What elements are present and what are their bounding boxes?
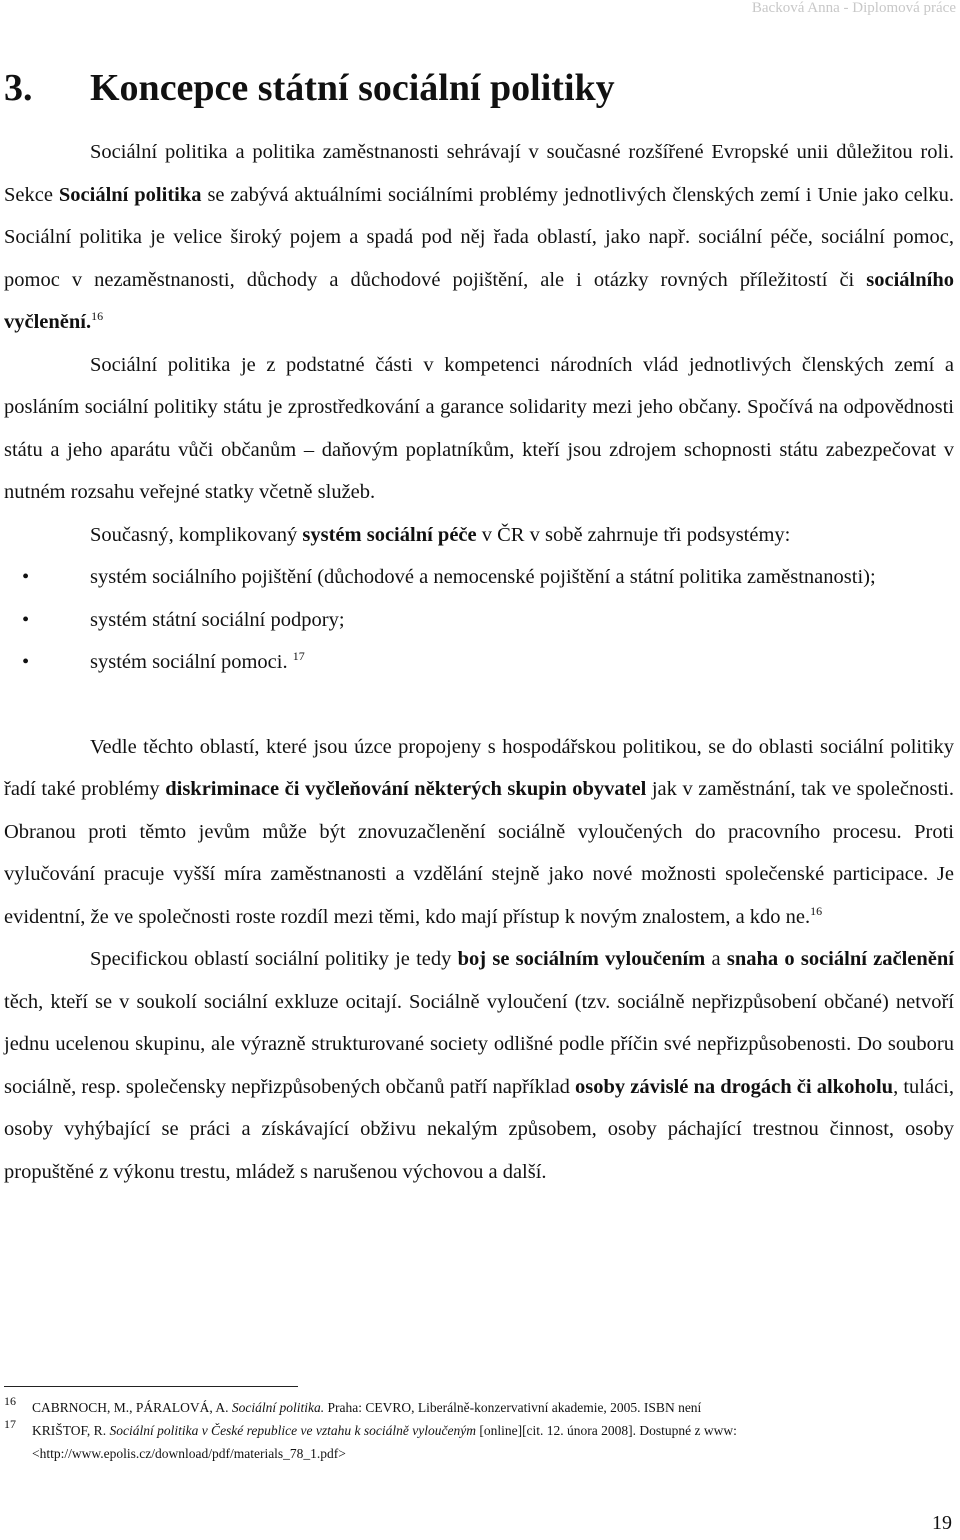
page-number: 19 xyxy=(932,1512,952,1534)
paragraph-4 xyxy=(4,726,954,939)
bold-term: osoby závislé na drogách či alkoholu xyxy=(575,1075,894,1098)
list-item xyxy=(4,641,954,684)
footnote-text: Praha: CEVRO, Liberálně-konzervativní akademie, 2005. ISBN není xyxy=(324,1400,702,1415)
running-header: Backová Anna - Diplomová práce xyxy=(751,0,956,16)
footnote-17 xyxy=(4,1419,954,1465)
paragraph-3 xyxy=(4,514,954,557)
paragraph-2: Sociální politika je z podstatné části v kompetenci národních vlád jednotlivých členských zemí a posláním sociální politiky státu je zprostředkování a garance solidarity mezi jeho občany. Spočívá na odpovědnosti státu a jeho aparátu vůči občanům – daňovým poplatníkům, kteří jsou zdrojem schopnosti státu zabezpečovat v nutném rozsahu veřejné statky včetně služeb. xyxy=(4,353,954,503)
paragraph-5 xyxy=(4,938,954,1193)
footnote-number: 17 xyxy=(4,1417,16,1431)
bullet-icon: • xyxy=(22,651,30,673)
list-item-text: systém státní sociální podpory; xyxy=(90,608,345,631)
text-run: Specifickou oblastí sociální politiky je tedy xyxy=(90,948,458,970)
footnote-text: CABRNOCH, M., PÁRALOVÁ, A. xyxy=(32,1400,232,1415)
footnote-divider xyxy=(4,1386,298,1387)
text-run: se zabývá aktuálními sociálními problémy jednotlivých členských zemí i Unie jako celku. Sociální politika je velice široký pojem a spadá pod něj řada oblastí, jako např. sociální péče, sociální pomoc, pomoc v nezaměstnanosti, důchody a důchodové pojištění, ale i otázky rovných příležitostí či xyxy=(4,183,954,291)
footnotes xyxy=(4,1396,954,1465)
footnote-title: Sociální politika v České republice ve vztahu k sociálně vyloučeným xyxy=(109,1423,476,1438)
bullet-icon: • xyxy=(22,608,30,631)
footnote-ref: 16 xyxy=(91,309,104,324)
paragraph-1 xyxy=(4,131,954,344)
bold-term: Sociální politika xyxy=(58,183,202,206)
bold-term: snaha o sociální začlenění xyxy=(726,948,954,970)
text-run: Vedle těchto oblastí, které jsou úzce propojeny s hospodářskou politikou, se do oblasti sociální politiky řadí také problémy xyxy=(4,735,954,800)
footnote-text: KRIŠTOF, R. xyxy=(32,1423,110,1438)
list-item xyxy=(4,599,954,642)
chapter-number: 3. xyxy=(4,67,33,109)
bullet-icon: • xyxy=(22,566,30,588)
text-run: těch, kteří se v soukolí sociální exkluze ocitají. Sociálně vyloučení (tzv. sociálně nepřizpůsobení občané) netvoří jednu ucelenou skupinu, ale výrazně strukturované society odlišné podle příčin své nepřizpůsobenosti. Do souboru sociálně, resp. společensky nepřizpůsobených občanů patří například xyxy=(4,990,954,1098)
bold-term: sociálního vyčlenění. xyxy=(4,268,954,333)
text-run: v ČR v sobě zahrnuje tři podsystémy: xyxy=(476,523,791,546)
footnote-ref: 16 xyxy=(810,903,823,918)
bold-term: systém sociální péče xyxy=(302,523,477,546)
text-run: a xyxy=(705,948,727,970)
text-run: Současný, komplikovaný xyxy=(90,523,303,546)
footnote-text: [online][cit. 12. února 2008]. Dostupné z www: <http://www.epolis.cz/download/pdf/materials_78_1.pdf> xyxy=(32,1423,737,1461)
footnote-16 xyxy=(4,1396,954,1419)
list-item-text: systém sociální pomoci. xyxy=(90,651,288,673)
footnote-number: 16 xyxy=(4,1394,16,1408)
bold-term: diskriminace či vyčleňování některých skupin obyvatel xyxy=(165,778,647,800)
list-item-text: systém sociálního pojištění (důchodové a nemocenské pojištění a státní politika zaměstnanosti); xyxy=(90,566,876,588)
bold-term: boj se sociálním vyloučením xyxy=(457,948,706,970)
body-text xyxy=(4,131,954,1193)
footnote-title: Sociální politika. xyxy=(231,1400,325,1415)
list-item xyxy=(4,556,954,599)
chapter-heading xyxy=(4,66,615,110)
text-run: jak v zaměstnání, tak ve společnosti. Obranou proti těmto jevům může být znovuzačlenění sociálně vyloučených do pracovního procesu. Proti vylučování pracuje vyšší míra zaměstnanosti a vzdělání stejně jako nové možnosti společenské participace. Je evidentní, že ve společnosti roste rozdíl mezi těmi, kdo mají přístup k novým znalostem, a kdo ne. xyxy=(4,778,954,928)
text-run: , tuláci, osoby vyhýbající se práci a získávající obživu nekalým způsobem, osoby páchající trestnou činnost, osoby propuštěné z výkonu trestu, mládež s narušenou výchovou a další. xyxy=(4,1075,954,1183)
footnote-ref: 17 xyxy=(292,649,305,664)
subsystem-list xyxy=(4,556,954,684)
chapter-title: Koncepce státní sociální politiky xyxy=(90,67,615,109)
text-run: Sociální politika a politika zaměstnanosti sehrávají v současné rozšířené Evropské unii důležitou roli. Sekce xyxy=(4,141,954,206)
